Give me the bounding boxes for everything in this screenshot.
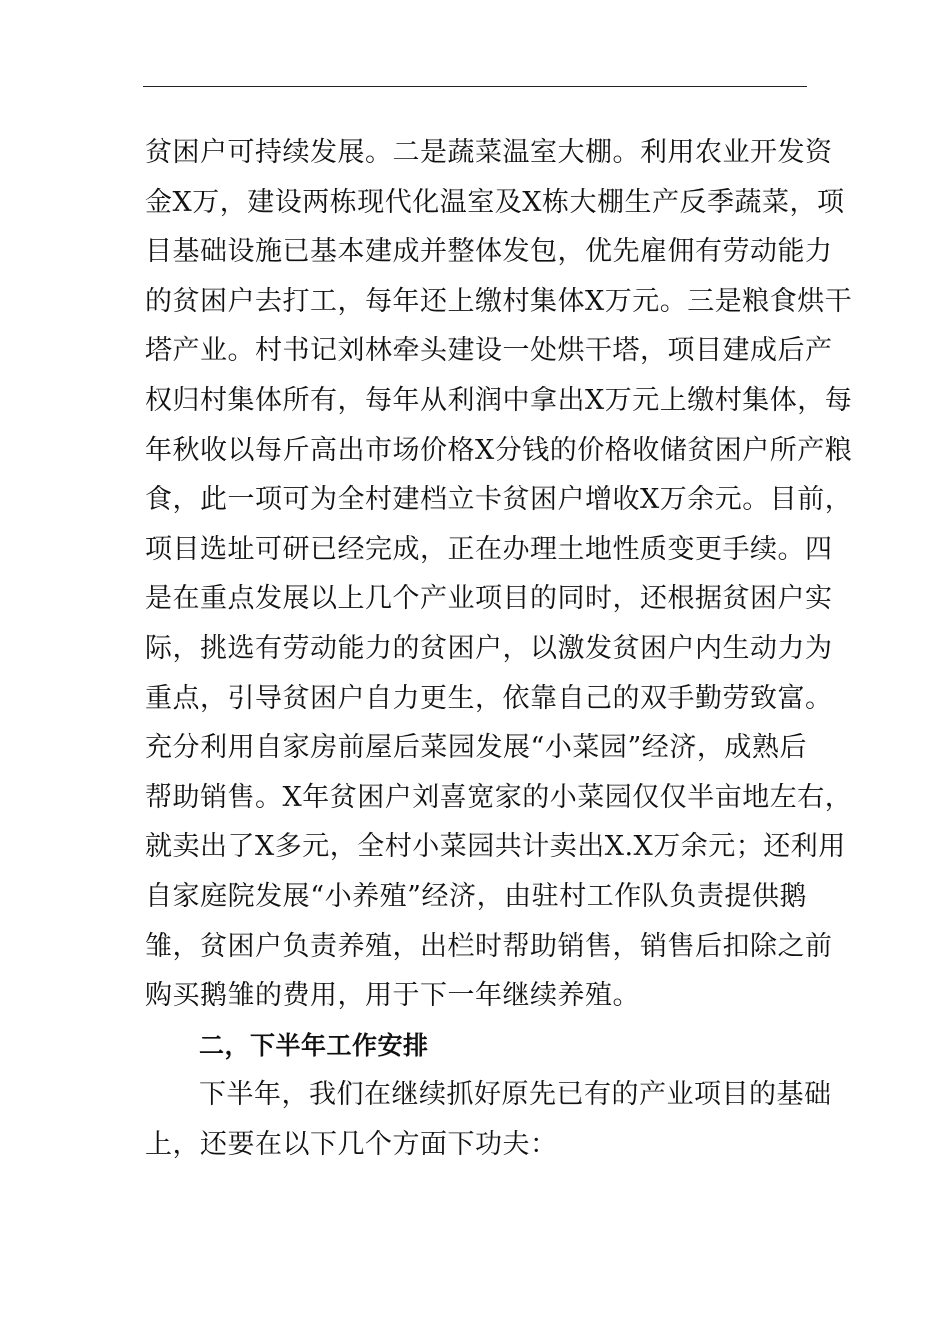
paragraph-line: 年秋收以每斤高出市场价格X分钱的价格收储贫困户所产粮 xyxy=(145,434,853,466)
paragraph-line: 的贫困户去打工，每年还上缴村集体X万元。三是粮食烘干 xyxy=(145,285,853,317)
paragraph-line: 金X万，建设两栋现代化温室及X栋大棚生产反季蔬菜，项 xyxy=(145,186,845,218)
paragraph-line: 塔产业。村书记刘林牵头建设一处烘干塔，项目建成后产 xyxy=(145,335,833,367)
paragraph-line: 际，挑选有劳动能力的贫困户，以激发贫困户内生动力为 xyxy=(145,632,833,664)
paragraph-line: 充分利用自家房前屋后菜园发展“小菜园”经济，成熟后 xyxy=(145,732,807,764)
paragraph-line: 贫困户可持续发展。二是蔬菜温室大棚。利用农业开发资 xyxy=(145,137,833,168)
paragraph-line: 是在重点发展以上几个产业项目的同时，还根据贫困户实 xyxy=(145,583,833,615)
paragraph-line: 购买鹅雏的费用，用于下一年继续养殖。 xyxy=(145,980,640,1012)
paragraph-line: 项目选址可研已经完成，正在办理土地性质变更手续。四 xyxy=(145,533,833,565)
paragraph-line: 帮助销售。X年贫困户刘喜宽家的小菜园仅仅半亩地左右， xyxy=(145,781,853,813)
paragraph-line: 雏，贫困户负责养殖，出栏时帮助销售，销售后扣除之前 xyxy=(145,930,833,962)
paragraph-line: 下半年，我们在继续抓好原先已有的产业项目的基础 xyxy=(199,1079,832,1111)
paragraph-line: 重点，引导贫困户自力更生，依靠自己的双手勤劳致富。 xyxy=(145,682,833,714)
paragraph-1 xyxy=(145,128,853,1021)
paragraph-line: 就卖出了X多元，全村小菜园共计卖出X.X万余元；还利用 xyxy=(145,831,846,863)
paragraph-line: 目基础设施已基本建成并整体发包，优先雇佣有劳动能力 xyxy=(145,236,833,268)
document-body xyxy=(145,128,853,1169)
paragraph-2 xyxy=(145,1070,832,1169)
paragraph-line: 自家庭院发展“小养殖”经济，由驻村工作队负责提供鹅 xyxy=(145,880,807,912)
paragraph-line: 权归村集体所有，每年从利润中拿出X万元上缴村集体，每 xyxy=(145,384,853,416)
paragraph-line: 上，还要在以下几个方面下功夫： xyxy=(145,1128,558,1160)
header-rule xyxy=(143,86,807,87)
paragraph-line: 食，此一项可为全村建档立卡贫困户增收X万余元。目前， xyxy=(145,484,853,516)
section-heading: 二，下半年工作安排 xyxy=(199,1030,429,1060)
